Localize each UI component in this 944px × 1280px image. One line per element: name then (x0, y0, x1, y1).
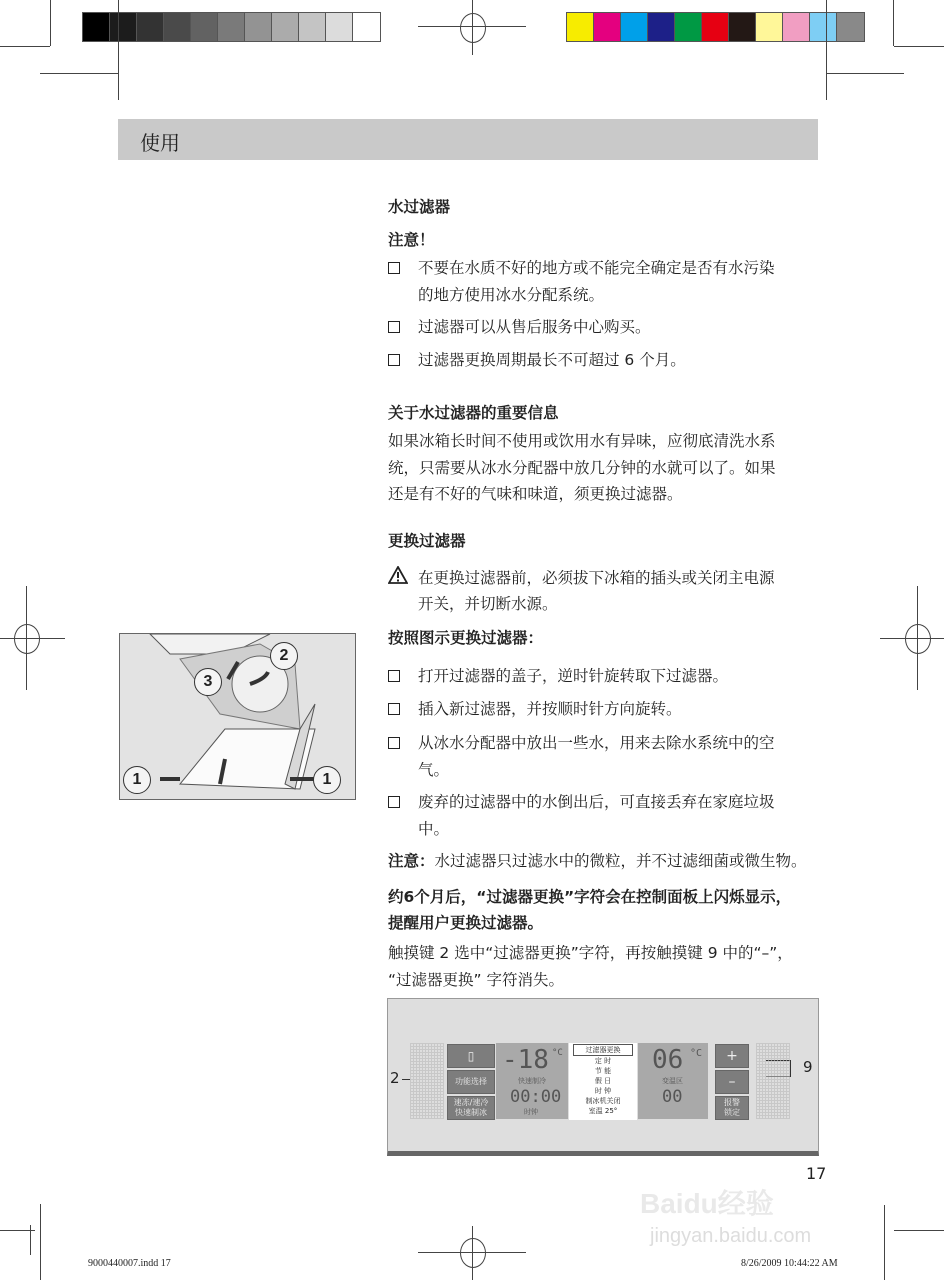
color-swatch (593, 12, 622, 42)
page-title: 使用 (140, 131, 180, 155)
checkbox-bullet-icon (388, 670, 400, 682)
baidu-watermark-logo: Baidu经验 (640, 1188, 774, 1219)
color-swatch (782, 12, 811, 42)
para-line: 还是有不好的气味和味道，须更换过滤器。 (388, 485, 683, 503)
color-swatch (836, 12, 865, 42)
color-swatch (82, 12, 111, 42)
warning-icon (388, 566, 408, 584)
menu-item: 过滤器更换 (573, 1044, 633, 1056)
heading-water-filter: 水过滤器 (388, 198, 451, 216)
checkbox-bullet-icon (388, 321, 400, 333)
bullet-text: 的地方使用冰水分配系统。 (418, 285, 605, 304)
para-line: “过滤器更换” 字符消失。 (388, 971, 564, 989)
heading-replace-filter: 更换过滤器 (388, 532, 466, 550)
step-label: 1 (313, 766, 341, 794)
warning-line: 开关，并切断水源。 (418, 595, 558, 613)
para-line: 如果冰箱长时间不使用或饮用水有异味，应彻底清洗水系 (388, 432, 776, 450)
menu-item: 定 时 (594, 1057, 612, 1065)
section-header-bar (118, 119, 818, 160)
fridge-display: 06 °C 变温区 00 (638, 1043, 708, 1119)
minus-button[interactable]: – (715, 1070, 749, 1094)
color-swatch (352, 12, 381, 42)
checkbox-bullet-icon (388, 737, 400, 749)
bold-line: 约6个月后，“过滤器更换”字符会在控制面板上闪烁显示， (388, 888, 792, 906)
checkbox-bullet-icon (388, 354, 400, 366)
color-swatch (163, 12, 192, 42)
color-swatch (674, 12, 703, 42)
fast-freeze-button[interactable]: 速冻/速冷 快速制冰 (447, 1096, 495, 1120)
bullet-text: 中。 (418, 819, 450, 838)
bullet-text: 废弃的过滤器中的水倒出后，可直接丢弃在家庭垃圾 (418, 793, 775, 811)
note-label: 注意： (388, 852, 435, 870)
checkbox-bullet-icon (388, 796, 400, 808)
steps-heading: 按照图示更换过滤器： (388, 629, 544, 647)
control-panel-illustration (387, 998, 819, 1156)
bullet-text: 从冰水分配器中放出一些水，用来去除水系统中的空 (418, 734, 775, 752)
para-line: 统，只需要从冰水分配器中放几分钟的水就可以了。如果 (388, 459, 776, 477)
color-swatch (701, 12, 730, 42)
bullet-text: 过滤器更换周期最长不可超过 6 个月。 (418, 351, 686, 369)
color-swatch (109, 12, 138, 42)
footer-file: 9000440007.indd 17 (88, 1258, 171, 1269)
bullet-text: 插入新过滤器，并按顺时针方向旋转。 (418, 700, 682, 718)
checkbox-bullet-icon (388, 262, 400, 274)
step-label: 2 (270, 642, 298, 670)
color-swatch (217, 12, 246, 42)
checkbox-bullet-icon (388, 703, 400, 715)
menu-item: 制冰机关闭 (585, 1097, 621, 1105)
callout-9: 9 (803, 1058, 813, 1076)
para-line: 触摸键 2 选中“过滤器更换”字符，再按触摸键 9 中的“–”， (388, 944, 793, 962)
step-label: 3 (194, 668, 222, 696)
bullet-text: 过滤器可以从售后服务中心购买。 (418, 318, 651, 336)
color-swatch (566, 12, 595, 42)
color-swatch (728, 12, 757, 42)
bullet-text: 气。 (418, 760, 450, 779)
bullet-text: 打开过滤器的盖子，逆时针旋转取下过滤器。 (418, 667, 729, 685)
alarm-lock-button[interactable]: 报警 锁定 (715, 1096, 749, 1120)
warning-line: 在更换过滤器前，必须拔下冰箱的插头或关闭主电源 (418, 569, 775, 587)
color-swatch (244, 12, 273, 42)
plus-button[interactable]: + (715, 1044, 749, 1068)
filter-illustration (119, 633, 356, 800)
bold-line: 提醒用户更换过滤器。 (388, 914, 544, 932)
footer-timestamp: 8/26/2009 10:44:22 AM (741, 1258, 838, 1269)
bullet-text: 不要在水质不好的地方或不能完全确定是否有水污染 (418, 259, 775, 277)
menu-item: 时 钟 (594, 1087, 612, 1095)
menu-display (569, 1043, 637, 1120)
freezer-display: -18 °C 快速制冷 00:00 时钟 (496, 1043, 568, 1119)
menu-item: 室温 25° (588, 1107, 618, 1115)
color-swatch (190, 12, 219, 42)
caution-label: 注意！ (388, 231, 435, 249)
note (388, 848, 807, 875)
color-swatch (298, 12, 327, 42)
color-swatch (620, 12, 649, 42)
note-text: 水过滤器只过滤水中的微粒，并不过滤细菌或微生物。 (434, 852, 807, 870)
door-icon[interactable]: ▯ (447, 1044, 495, 1068)
color-swatch (755, 12, 784, 42)
color-swatch (325, 12, 354, 42)
color-swatch (809, 12, 838, 42)
callout-2: 2 (390, 1069, 400, 1087)
watermark-url: jingyan.baidu.com (650, 1225, 812, 1247)
color-swatch (647, 12, 676, 42)
color-swatch (271, 12, 300, 42)
function-select-button[interactable]: 功能选择 (447, 1070, 495, 1094)
color-swatch (136, 12, 165, 42)
heading-important-info: 关于水过滤器的重要信息 (388, 404, 559, 422)
step-label: 1 (123, 766, 151, 794)
page-number: 17 (806, 1164, 827, 1183)
menu-item: 节 能 (594, 1067, 612, 1075)
menu-item: 假 日 (594, 1077, 612, 1085)
